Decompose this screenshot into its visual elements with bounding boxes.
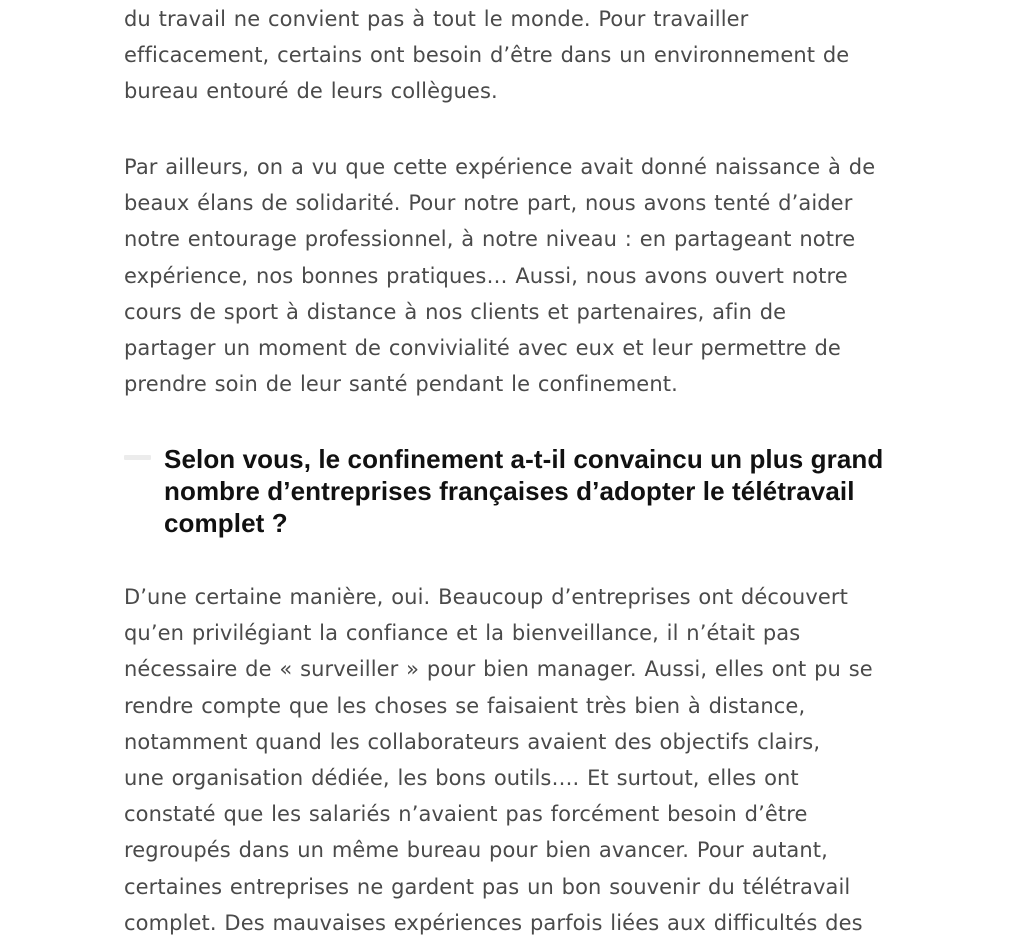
paragraph-line: regroupés dans un même bureau pour bien avancer. Pour autant,	[124, 838, 828, 863]
paragraph-line: rendre compte que les choses se faisaient très bien à distance,	[124, 693, 806, 718]
paragraph-line: beaux élans de solidarité. Pour notre part, nous avons tenté d’aider	[124, 191, 853, 216]
paragraph-line: constaté que les salariés n’avaient pas forcément besoin d’être	[124, 802, 808, 827]
paragraph-line: une organisation dédiée, les bons outils…. Et surtout, elles ont	[124, 766, 799, 791]
interview-question-heading	[164, 443, 964, 539]
paragraph-line: notre entourage professionnel, à notre niveau : en partageant notre	[124, 227, 856, 252]
paragraph-line: nécessaire de « surveiller » pour bien manager. Aussi, elles ont pu se	[124, 657, 873, 682]
paragraph-line: qu’en privilégiant la confiance et la bienveillance, il n’était pas	[124, 621, 801, 646]
paragraph-line: notamment quand les collaborateurs avaient des objectifs clairs,	[124, 729, 821, 754]
paragraph-line: Par ailleurs, on a vu que cette expérience avait donné naissance à de	[124, 155, 876, 179]
paragraph-line: prendre soin de leur santé pendant le confinement.	[124, 372, 678, 397]
paragraph-line: D’une certaine manière, oui. Beaucoup d’entreprises ont découvert	[124, 585, 848, 609]
paragraph-intro	[124, 1, 924, 110]
paragraph-solidarity	[124, 149, 924, 402]
paragraph-line: bureau entouré de leurs collègues.	[124, 79, 498, 104]
paragraph-line: efficacement, certains ont besoin d’être dans un environnement de	[124, 43, 850, 68]
paragraph-line: partager un moment de convivialité avec eux et leur permettre de	[124, 336, 841, 361]
question-line: Selon vous, le confinement a-t-il convaincu un plus grand	[164, 444, 884, 474]
paragraph-line: expérience, nos bonnes pratiques… Aussi, nous avons ouvert notre	[124, 263, 848, 288]
paragraph-line: certaines entreprises ne gardent pas un bon souvenir du télétravail	[124, 874, 851, 899]
paragraph-line: du travail ne convient pas à tout le monde. Pour travailler	[124, 7, 749, 31]
question-line: nombre d’entreprises françaises d’adopter le télétravail	[164, 476, 855, 506]
paragraph-line: complet. Des mauvaises expériences parfois liées aux difficultés des	[124, 910, 863, 935]
question-line: complet ?	[164, 508, 288, 538]
paragraph-line: cours de sport à distance à nos clients et partenaires, afin de	[124, 299, 787, 324]
paragraph-answer	[124, 579, 924, 940]
question-dash-marker	[124, 455, 151, 460]
